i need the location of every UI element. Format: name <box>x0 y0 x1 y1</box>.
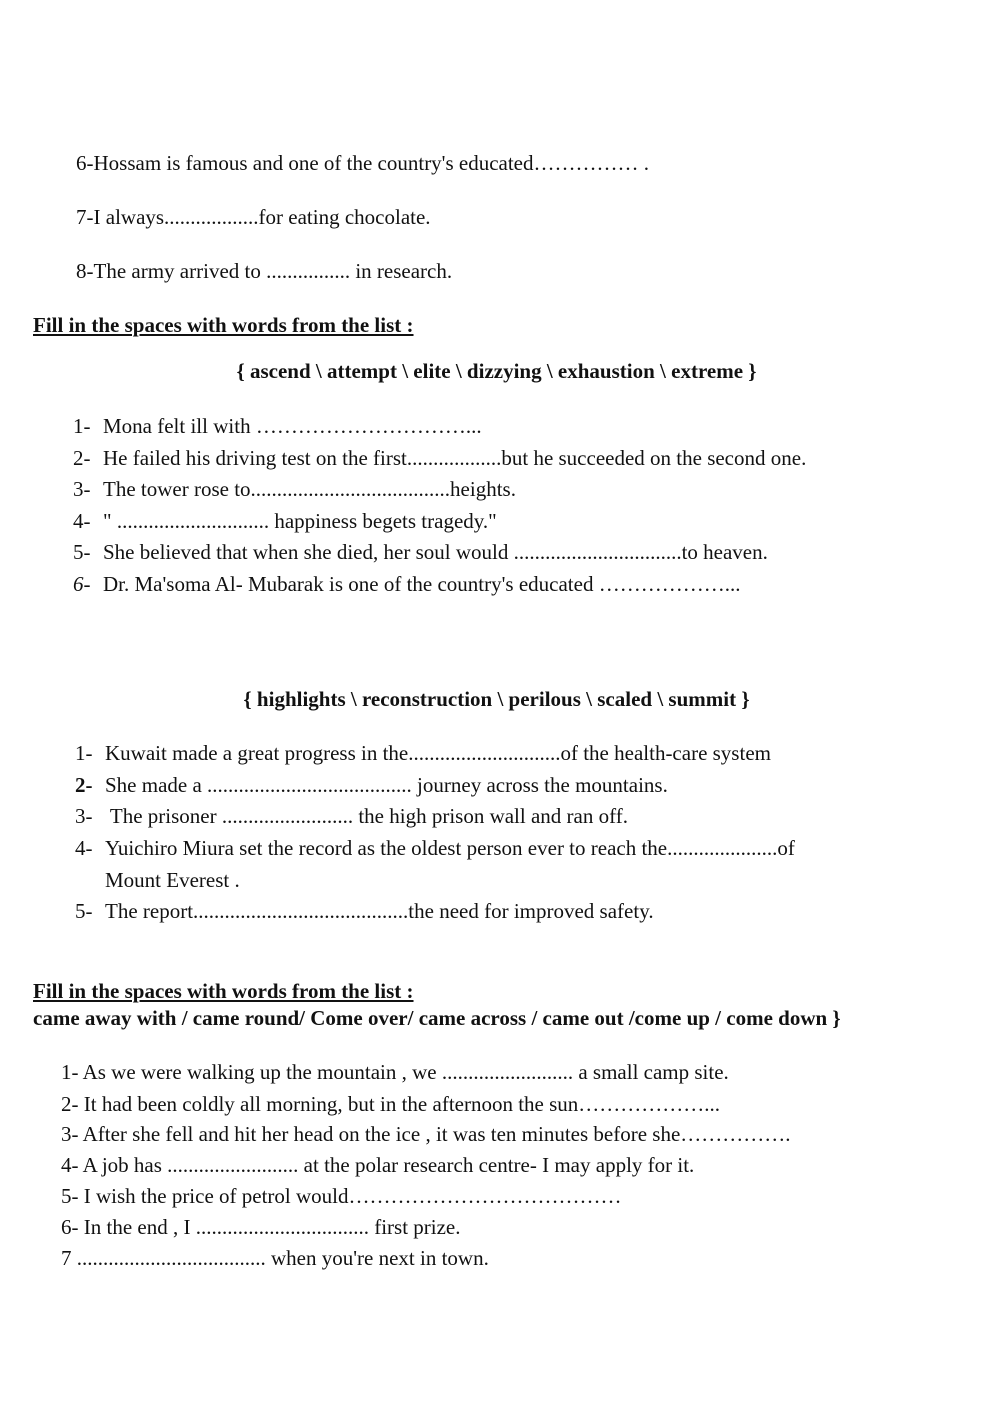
list-item: 6- In the end , I ................................. first prize. <box>61 1215 461 1239</box>
list-item <box>73 445 806 471</box>
list-item: 2- It had been coldly all morning, but in the afternoon the sun………………... <box>61 1092 721 1116</box>
item-text: Dr. Ma'soma Al- Mubarak is one of the country's educated ………………... <box>103 572 741 596</box>
list-item <box>73 508 497 534</box>
list-item <box>75 803 628 829</box>
item-number: 6- <box>76 151 94 175</box>
item-number: 3- <box>73 477 91 501</box>
item-number: 1- <box>73 414 91 438</box>
item-text: He failed his driving test on the first..................but he succeeded on the second one. <box>103 446 807 470</box>
item-text: The tower rose to......................................heights. <box>103 477 516 501</box>
item-number: 6- <box>73 572 91 596</box>
list-item <box>75 835 795 861</box>
item-text: She made a ....................................... journey across the mountains. <box>105 773 668 797</box>
item-number: 8- <box>76 259 94 283</box>
list-item <box>75 867 240 893</box>
list-item <box>75 898 654 924</box>
item-text: Mona felt ill with …………………………... <box>103 414 482 438</box>
list-item <box>75 740 771 766</box>
list-item: 5- I wish the price of petrol would………………………………… <box>61 1184 622 1208</box>
list-item: 7 .................................... when you're next in town. <box>61 1246 489 1270</box>
item-number: 2- <box>75 773 93 797</box>
item-text: Yuichiro Miura set the record as the oldest person ever to reach the.....................of <box>105 836 795 860</box>
list-item: 3- After she fell and hit her head on the ice , it was ten minutes before she……………. <box>61 1122 791 1146</box>
word-list: { highlights \ reconstruction \ perilous \ scaled \ summit } <box>243 687 750 711</box>
item-number: 4- <box>75 836 93 860</box>
item-number: 7- <box>76 205 94 229</box>
item-number: 3- <box>75 804 93 828</box>
list-item <box>73 571 740 597</box>
item-number: 2- <box>73 446 91 470</box>
item-number: 1- <box>75 741 93 765</box>
word-list: { ascend \ attempt \ elite \ dizzying \ exhaustion \ extreme } <box>236 359 757 383</box>
item-text: Mount Everest . <box>105 868 240 892</box>
list-item <box>76 258 452 284</box>
item-text: The prisoner ......................... the high prison wall and ran off. <box>105 804 628 828</box>
list-item <box>73 476 516 502</box>
item-number: 4- <box>73 509 91 533</box>
item-text: " ............................. happiness begets tragedy." <box>103 509 497 533</box>
section-heading: Fill in the spaces with words from the list : <box>33 979 414 1003</box>
item-text: The report.........................................the need for improved safety. <box>105 899 654 923</box>
item-number: 5- <box>73 540 91 564</box>
list-item <box>76 204 431 230</box>
item-text: She believed that when she died, her soul would ................................to heaven. <box>103 540 768 564</box>
list-item <box>73 413 482 439</box>
item-number: 5- <box>75 899 93 923</box>
list-item: 1- As we were walking up the mountain , we ......................... a small camp site. <box>61 1060 729 1084</box>
item-text: I always..................for eating chocolate. <box>93 205 431 229</box>
list-item <box>73 539 768 565</box>
list-item <box>76 150 649 176</box>
list-item <box>75 772 668 798</box>
item-text: Kuwait made a great progress in the.............................of the health-care system <box>105 741 771 765</box>
list-item: 4- A job has ......................... at the polar research centre- I may apply for it. <box>61 1153 695 1177</box>
item-text: The army arrived to ................ in research. <box>93 259 453 283</box>
section-heading: Fill in the spaces with words from the list : <box>33 313 414 337</box>
item-text: Hossam is famous and one of the country's educated…………… . <box>93 151 650 175</box>
word-list: came away with / came round/ Come over/ came across / came out /come up / come down } <box>33 1006 841 1030</box>
